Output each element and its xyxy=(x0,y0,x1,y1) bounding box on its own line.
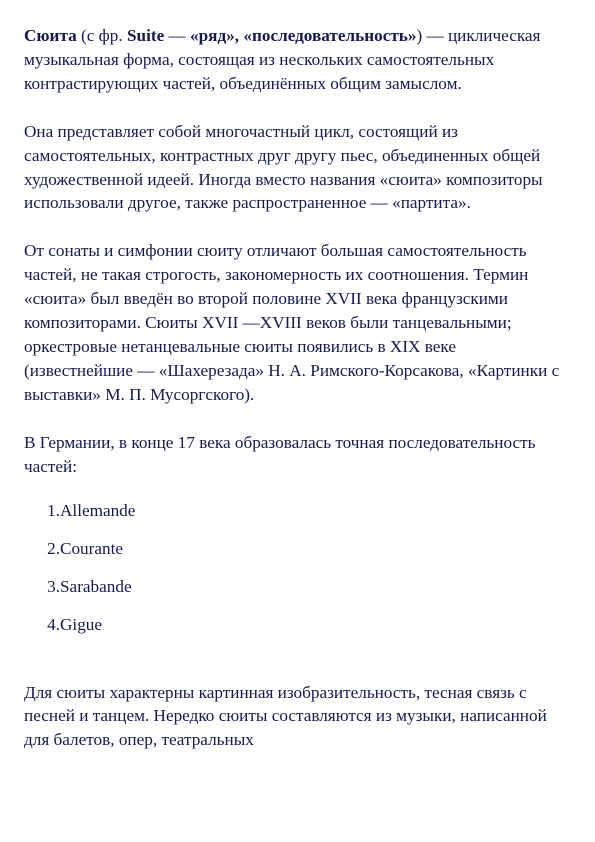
list-item xyxy=(24,575,569,613)
list-number: 4. xyxy=(47,614,60,634)
paragraph-germany: В Германии, в конце 17 века образовалась точная последовательность частей: xyxy=(24,432,536,476)
list-number: 2. xyxy=(47,538,60,558)
list-item xyxy=(24,499,569,537)
document-page xyxy=(24,24,569,776)
dance-name: Allemande xyxy=(60,500,136,520)
dance-list xyxy=(24,499,569,651)
list-number: 1. xyxy=(47,500,60,520)
paren-open: (с фр. xyxy=(76,26,127,45)
paren-close: ) — xyxy=(416,26,444,45)
dance-name: Courante xyxy=(60,538,124,558)
term-meanings: «ряд», «последовательность» xyxy=(190,26,417,45)
paragraph-definition: Она представляет собой многочастный цикл, состоящий из самостоятельных, контрастных друг другу пьес, объединенных общей художественной идеей. Иногда вместо названия «сюита» композиторы использовали другое, также распространенное — «партита». xyxy=(24,121,543,213)
term-suite: Сюита xyxy=(24,26,77,45)
dance-name: Sarabande xyxy=(60,576,132,596)
list-item xyxy=(24,613,569,651)
intro-rest: циклическая музыкальная форма, состоящая из нескольких самостоятельных контрастирующих частей, объединённых общим замыслом. xyxy=(24,26,541,93)
dash: — xyxy=(164,26,191,45)
paragraph-history: От сонаты и симфонии сюиту отличают большая самостоятельность частей, не такая строгость, закономерность их соотношения. Термин «сюита» был введён во второй половине XVII века французскими композиторами. Сюиты XVII —XVIII веков были танцевальными; оркестровые нетанцевальные сюиты появились в XIX веке (известнейшие — «Шахерезада» Н. А. Римского-Корсакова, «Картинки с выставки» М. П. Мусоргского). xyxy=(24,241,560,404)
dance-name: Gigue xyxy=(60,614,103,634)
foreign-term: Suite xyxy=(126,26,165,45)
intro-paragraph xyxy=(24,24,569,96)
list-number: 3. xyxy=(47,576,60,596)
list-item xyxy=(24,537,569,575)
paragraph-characteristics: Для сюиты характерны картинная изобразительность, тесная связь с песней и танцем. Нередко сюиты составляются из музыки, написанной для балетов, опер, театральных xyxy=(24,682,547,750)
